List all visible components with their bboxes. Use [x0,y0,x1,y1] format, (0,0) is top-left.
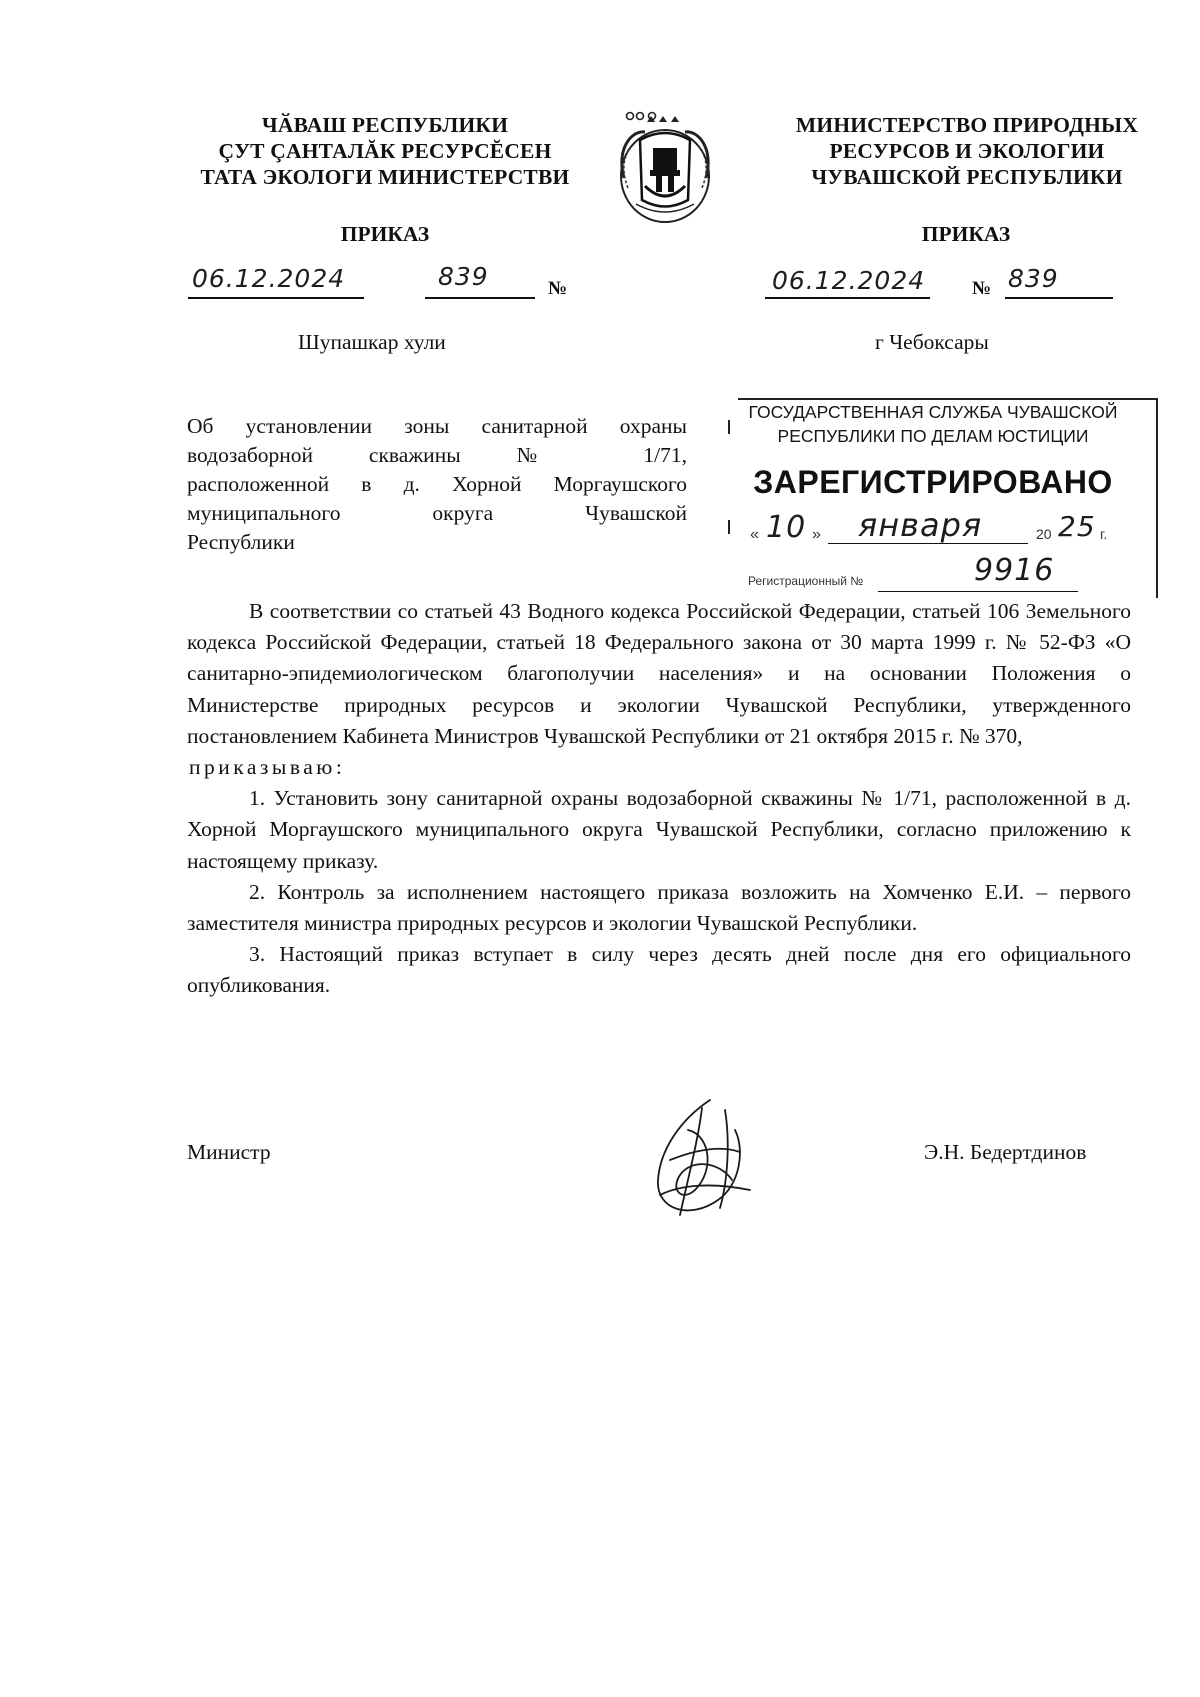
stamp-registered: ЗАРЕГИСТРИРОВАНО [753,464,1113,500]
subject-line-2: водозаборной скважины № 1/71, [187,443,687,467]
signatory-title: Министр [187,1140,271,1164]
stamp-border-top [738,398,1158,400]
header-right-line-3: ЧУВАШСКОЙ РЕСПУБЛИКИ [811,165,1123,189]
stamp-year-suffix: 25 [1058,510,1096,543]
order-number-left: 839 [438,262,489,291]
chuvash-emblem-icon [610,108,720,223]
place-left: Шупашкар хули [298,330,446,354]
order-item-3: 3. Настоящий приказ вступает в силу через десять дней после дня его официального опубликования. [187,942,1131,998]
order-title-right: ПРИКАЗ [921,222,1011,246]
number-sign-right: № [972,278,992,299]
stamp-year-prefix: 20 [1036,526,1052,542]
date-underline-left [188,297,364,299]
order-item-2: 2. Контроль за исполнением настоящего приказа возложить на Хомченко Е.И. – первого заместителя министра природных ресурсов и экологии Чувашской Республики. [187,879,1131,936]
stamp-year-letter: г. [1100,526,1108,542]
number-sign-left: № [548,278,568,299]
stamp-day: 10 [766,510,807,545]
stamp-reg-number: 9916 [974,553,1055,588]
header-right-line-1: МИНИСТЕРСТВО ПРИРОДНЫХ [795,113,1139,137]
subject-line-1: Об установлении зоны санитарной охраны [187,414,687,438]
order-number-right: 839 [1008,264,1059,293]
header-left-line-1: ЧӐВАШ РЕСПУБЛИКИ [261,113,509,137]
stamp-reg-underline [878,591,1078,592]
preamble-paragraph: В соответствии со статьей 43 Водного кодекса Российской Федерации, статьей 106 Земельного кодекса Российской Федерации, статьей 18 Федерального закона от 30 марта 1999 г. № 52-ФЗ «О санитарно-эпидемиологическом благополучии населения» и на основании Положения о Министерстве природных ресурсов и экологии Чувашской Республики, утвержденного постановлением Кабинета Министров Чувашской Республики от 21 октября 2015 г. № 370, [187,599,1131,748]
stamp-line-1: ГОСУДАРСТВЕННАЯ СЛУЖБА ЧУВАШСКОЙ [748,402,1118,422]
stamp-quote-open: « [750,526,759,543]
place-right: г Чебоксары [875,330,989,354]
header-right-line-2: РЕСУРСОВ И ЭКОЛОГИИ [829,139,1105,163]
header-left-chuvash [170,112,600,190]
header-left-line-2: ÇУТ ÇАНТАЛĂК РЕСУРСĔСЕН [218,139,552,163]
stamp-month: января [858,506,983,544]
order-body [187,596,1131,1002]
subject-line-5: Республики [187,530,295,554]
number-underline-right [1005,297,1113,299]
order-date-right: 06.12.2024 [772,266,926,295]
order-title-left: ПРИКАЗ [340,222,430,246]
number-underline-left [425,297,535,299]
order-word: приказываю: [189,755,346,780]
header-left-line-3: ТАТА ЭКОЛОГИ МИНИСТЕРСТВИ [200,165,570,189]
handwritten-signature [640,1090,770,1225]
stamp-reg-label: Регистрационный № [748,574,864,588]
order-item-1: 1. Установить зону санитарной охраны водозаборной скважины № 1/71, расположенной в д. Хорной Моргаушского муниципального округа Чувашской Республики, согласно приложению к настоящему приказу. [187,786,1131,873]
order-date-left: 06.12.2024 [192,264,346,293]
stamp-quote-close: » [812,526,821,543]
subject-line-3: расположенной в д. Хорной Моргаушского [187,472,687,496]
stamp-border-right [1156,398,1158,598]
order-subject [187,412,687,557]
signatory-name: Э.Н. Бедертдинов [924,1140,1087,1164]
header-right-russian [752,112,1182,190]
registration-stamp [728,398,1158,598]
stamp-line-2: РЕСПУБЛИКИ ПО ДЕЛАМ ЮСТИЦИИ [777,426,1089,446]
date-underline-right [765,297,930,299]
subject-line-4: муниципального округа Чувашской [187,501,687,525]
stamp-mark-left-2 [728,520,730,534]
